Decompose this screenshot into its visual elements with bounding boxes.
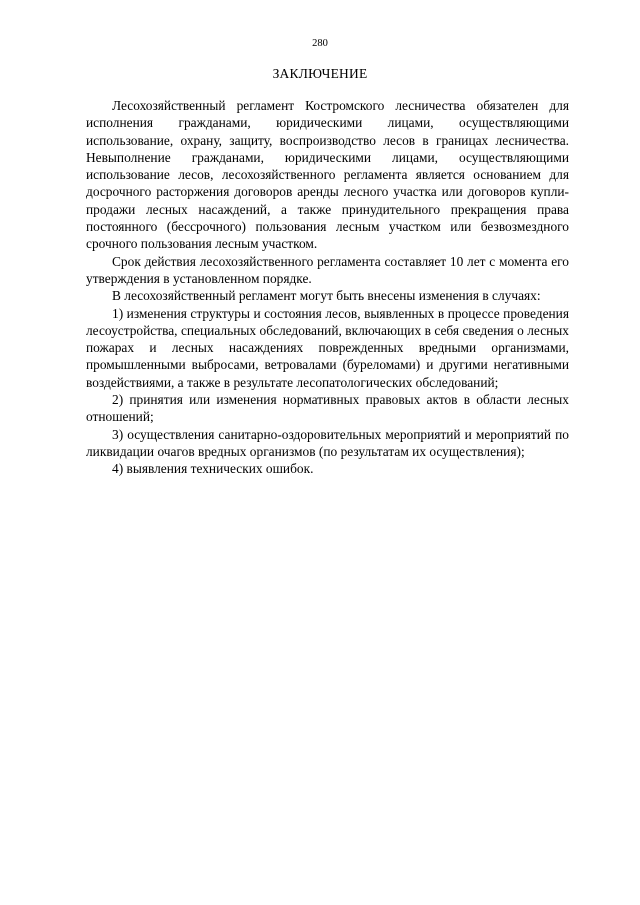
paragraph-validity-term: Срок действия лесохозяйственного регламента составляет 10 лет с момента его утверждения в установленном порядке. (86, 253, 569, 286)
paragraph-amendments-intro: В лесохозяйственный регламент могут быть внесены изменения в случаях: (112, 288, 541, 304)
page-title: ЗАКЛЮЧЕНИЕ (272, 66, 368, 81)
list-item-forest-changes: 1) изменения структуры и состояния лесов, выявленных в процессе проведения лесоустройства, специальных обследований, включающих в себя сведения о лесных пожарах и лесных насаждениях поврежденных вредными организмами, промышленными выбросами, ветровалами (буреломами) и другими негативными воздействиями, а также в результате лесопатологических обследований; (86, 305, 569, 390)
paragraph-regulation-binding: Лесохозяйственный регламент Костромского лесничества обязателен для исполнения гражданами, юридическими лицами, осуществляющими использование, охрану, защиту, воспроизводство лесов в границах лесничества. Невыполнение гражданами, юридическими лицами, осуществляющими использование лесов, лесохозяйственного регламента является основанием для досрочного расторжения договоров аренды лесного участка или договоров купли-продажи лесных насаждений, а также принудительного прекращения права постоянного (бессрочного) пользования лесным участком или безвозмездного срочного пользования лесным участком. (86, 98, 569, 252)
list-item-sanitary-measures: 3) осуществления санитарно-оздоровительных мероприятий и мероприятий по ликвидации очагов вредных организмов (по результатам их осуществления); (86, 426, 569, 459)
list-item-technical-errors: 4) выявления технических ошибок. (112, 461, 314, 477)
list-item-legal-acts: 2) принятия или изменения нормативных правовых актов в области лесных отношений; (86, 392, 569, 425)
page-number: 280 (312, 38, 328, 49)
body-text (86, 97, 569, 478)
